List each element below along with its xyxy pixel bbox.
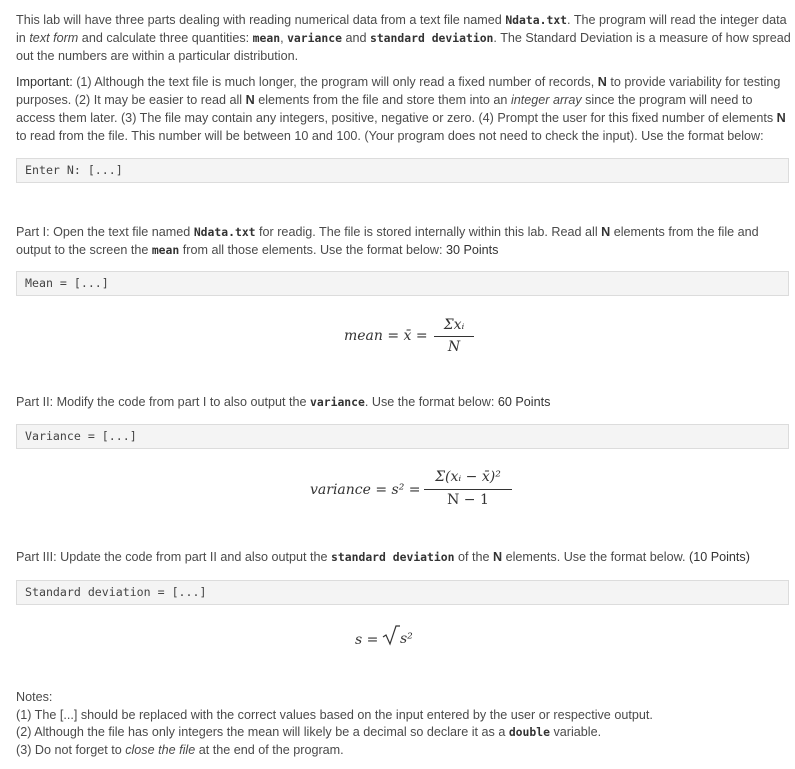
part1-text: from all those elements. Use the format below: (179, 243, 446, 257)
mean-formula-lhs: mean = x̄ = (344, 328, 428, 344)
std-deviation-code-box: Standard deviation = [...] (16, 580, 789, 605)
n-bold: N (597, 75, 607, 89)
part3-text: Update the code from part II and also output the (56, 550, 332, 564)
important-text: to provide variability for testing purposes. (2) It may be easier to read all (16, 75, 781, 107)
variance-formula-lhs: variance = s² = (310, 482, 421, 498)
intro-text: and calculate three quantities: (78, 31, 253, 45)
variance-formula-numerator: Σ(xᵢ − x̄)² (435, 469, 501, 485)
fraction-bar (424, 489, 512, 490)
part3-text: of the (454, 550, 493, 564)
points-label: 30 Points (445, 243, 499, 257)
mean-code: mean (151, 243, 180, 257)
std-formula-lhs: s = (355, 632, 379, 648)
variance-code: variance (310, 395, 365, 409)
important-text: since the program will need to access them later. (3) The file may contain any integers, positive, negative or zero. (4) Prompt the user for this fixed number of elements (16, 93, 777, 125)
part1-text: for readig. The file is stored internally within this lab. Read all (255, 225, 602, 239)
note-text: variable. (549, 725, 602, 739)
part3-paragraph (16, 548, 791, 566)
double-code: double (508, 725, 550, 739)
fraction-bar (434, 336, 474, 337)
important-label: Important: (16, 75, 73, 89)
n-bold: N (776, 111, 786, 125)
part1-paragraph (16, 223, 791, 259)
part2-text: Modify the code from part I to also output the (53, 395, 311, 409)
close-file-emphasis: close the file (125, 743, 196, 757)
note-1: (1) The [...] should be replaced with the correct values based on the input entered by the user or respective output. (16, 708, 653, 722)
variance-code-box: Variance = [...] (16, 424, 789, 449)
important-text: to read from the file. This number will be between 10 and 100. (Your program does not need to check the input). Use the format below: (16, 129, 764, 143)
radical-sign-icon (382, 624, 400, 646)
part3-label: Part III: (16, 550, 57, 564)
mean-formula-numerator: Σxᵢ (443, 317, 465, 333)
important-text: elements from the file and store them into an (254, 93, 511, 107)
notes-heading: Notes: (16, 690, 53, 704)
important-text: (1) Although the text file is much longer, the program will only read a fixed number of records, (72, 75, 598, 89)
intro-paragraph (16, 11, 791, 65)
n-bold: N (601, 225, 611, 239)
note-text: at the end of the program. (195, 743, 344, 757)
text-form-emphasis: text form (29, 31, 79, 45)
n-bold: N (493, 550, 503, 564)
enter-n-code-box: Enter N: [...] (16, 158, 789, 183)
points-label: (10 Points) (689, 550, 750, 564)
points-label: 60 Points (497, 395, 551, 409)
std-deviation-code: standard deviation (331, 550, 455, 564)
part2-label: Part II: (16, 395, 54, 409)
mean-code-box: Mean = [...] (16, 271, 789, 296)
intro-text: . The program will read the integer data in (16, 13, 787, 45)
note-text: (2) Although the file has only integers the mean will likely be a decimal so declare it as a (16, 725, 509, 739)
mean-formula-denominator: N (447, 339, 461, 355)
mean-code: mean (252, 31, 281, 45)
conjunction: and (341, 31, 370, 45)
note-3 (16, 741, 791, 759)
note-text: (3) Do not forget to (16, 743, 126, 757)
variance-formula-denominator: N − 1 (447, 492, 489, 508)
part3-text: elements. Use the format below. (502, 550, 690, 564)
std-formula-radicand: s² (400, 631, 413, 647)
intro-text: . The Standard Deviation is a measure of how spread out the numbers are within a particular distribution. (16, 31, 791, 63)
part1-text: Open the text file named (49, 225, 194, 239)
separator: , (280, 31, 288, 45)
important-paragraph (16, 73, 791, 145)
part2-text: . Use the format below: (364, 395, 498, 409)
variance-code: variance (287, 31, 342, 45)
integer-array-emphasis: integer array (510, 93, 582, 107)
part1-text: elements from the file and output to the screen the (16, 225, 759, 257)
note-2 (16, 723, 791, 741)
part2-paragraph (16, 393, 791, 411)
part1-label: Part I: (16, 225, 50, 239)
std-deviation-code: standard deviation (369, 31, 494, 45)
intro-text: This lab will have three parts dealing with reading numerical data from a text file named (16, 13, 506, 27)
n-bold: N (245, 93, 255, 107)
filename-code: Ndata.txt (505, 13, 568, 27)
filename-code: Ndata.txt (193, 225, 256, 239)
